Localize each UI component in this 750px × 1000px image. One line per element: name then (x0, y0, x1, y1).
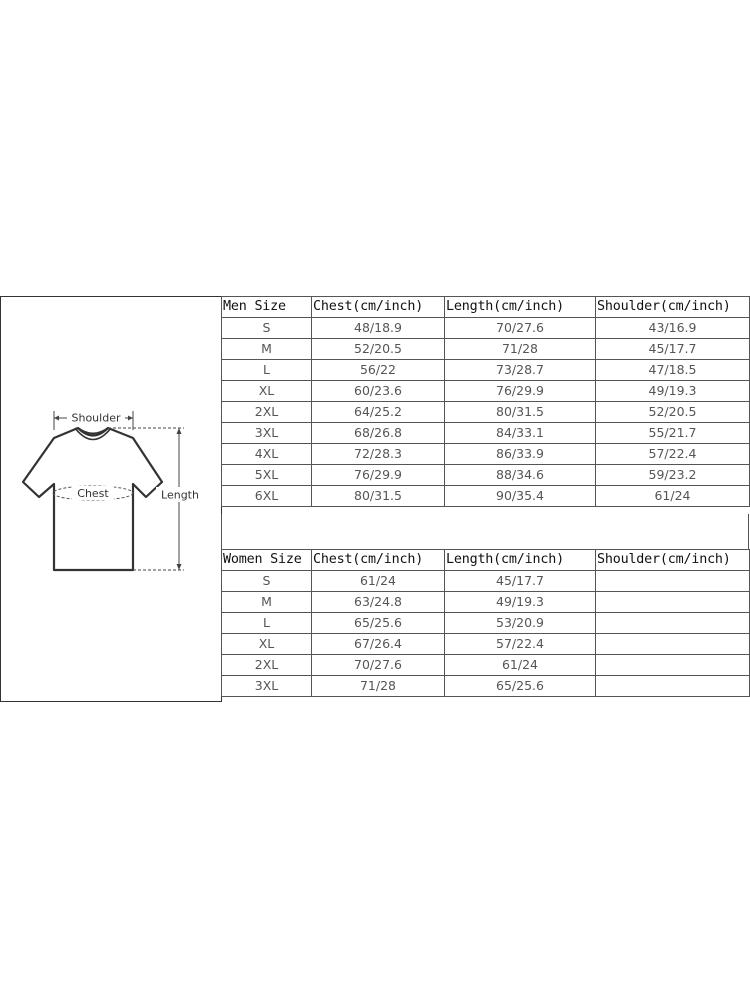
size-cell: 2XL (222, 402, 312, 423)
measurement-cell: 61/24 (445, 655, 596, 676)
measurement-cell: 55/21.7 (596, 423, 750, 444)
measurement-cell: 52/20.5 (596, 402, 750, 423)
table-row (222, 339, 750, 360)
measurement-cell: 65/25.6 (312, 613, 445, 634)
measurement-cell: 60/23.6 (312, 381, 445, 402)
size-cell: M (222, 339, 312, 360)
size-cell: 3XL (222, 676, 312, 697)
measurement-cell: 71/28 (312, 676, 445, 697)
column-header: Men Size (222, 297, 312, 318)
measurement-cell (596, 592, 750, 613)
table-row (222, 402, 750, 423)
table-row (222, 381, 750, 402)
table-row (222, 613, 750, 634)
measurement-cell: 45/17.7 (445, 571, 596, 592)
header-row (222, 297, 750, 318)
measurement-cell: 73/28.7 (445, 360, 596, 381)
table-row (222, 444, 750, 465)
measurement-cell: 90/35.4 (445, 486, 596, 507)
column-header: Shoulder(cm/inch) (596, 550, 750, 571)
table-row (222, 318, 750, 339)
size-cell: S (222, 571, 312, 592)
measurement-cell: 61/24 (312, 571, 445, 592)
measurement-cell: 67/26.4 (312, 634, 445, 655)
size-cell: 5XL (222, 465, 312, 486)
table-row (222, 486, 750, 507)
measurement-cell: 80/31.5 (312, 486, 445, 507)
measurement-cell: 49/19.3 (596, 381, 750, 402)
chest-label: Chest (77, 487, 109, 500)
tshirt-diagram (1, 297, 223, 703)
size-tables (221, 296, 750, 702)
measurement-cell: 53/20.9 (445, 613, 596, 634)
shoulder-label: Shoulder (71, 411, 121, 425)
column-header: Length(cm/inch) (445, 550, 596, 571)
size-cell: XL (222, 381, 312, 402)
measurement-cell: 64/25.2 (312, 402, 445, 423)
measurement-cell: 45/17.7 (596, 339, 750, 360)
measurement-cell: 71/28 (445, 339, 596, 360)
table-row (222, 423, 750, 444)
measurement-cell: 76/29.9 (312, 465, 445, 486)
measurement-cell: 48/18.9 (312, 318, 445, 339)
measurement-cell (596, 655, 750, 676)
measurement-cell: 68/26.8 (312, 423, 445, 444)
measurement-cell: 49/19.3 (445, 592, 596, 613)
measurement-cell: 84/33.1 (445, 423, 596, 444)
size-chart (0, 296, 750, 702)
size-cell: L (222, 360, 312, 381)
table-row (222, 676, 750, 697)
men-size-table (221, 296, 750, 507)
measurement-cell: 70/27.6 (445, 318, 596, 339)
size-cell: 4XL (222, 444, 312, 465)
column-header: Length(cm/inch) (445, 297, 596, 318)
measurement-cell: 43/16.9 (596, 318, 750, 339)
measurement-cell (596, 571, 750, 592)
measurement-cell: 47/18.5 (596, 360, 750, 381)
women-size-table (221, 549, 750, 697)
size-cell: M (222, 592, 312, 613)
table-row (222, 655, 750, 676)
measurement-cell (596, 634, 750, 655)
size-cell: S (222, 318, 312, 339)
measurement-cell: 72/28.3 (312, 444, 445, 465)
column-header: Shoulder(cm/inch) (596, 297, 750, 318)
measurement-cell: 80/31.5 (445, 402, 596, 423)
tshirt-diagram-cell (0, 296, 222, 702)
measurement-cell: 52/20.5 (312, 339, 445, 360)
measurement-cell: 59/23.2 (596, 465, 750, 486)
column-header: Women Size (222, 550, 312, 571)
measurement-cell: 57/22.4 (596, 444, 750, 465)
measurement-cell: 65/25.6 (445, 676, 596, 697)
table-row (222, 634, 750, 655)
measurement-cell: 61/24 (596, 486, 750, 507)
measurement-cell: 63/24.8 (312, 592, 445, 613)
length-label: Length (161, 488, 199, 502)
size-cell: 6XL (222, 486, 312, 507)
header-row (222, 550, 750, 571)
measurement-cell (596, 676, 750, 697)
table-row (222, 465, 750, 486)
size-cell: XL (222, 634, 312, 655)
column-header: Chest(cm/inch) (312, 297, 445, 318)
table-row (222, 592, 750, 613)
table-row (222, 571, 750, 592)
measurement-cell (596, 613, 750, 634)
size-cell: 2XL (222, 655, 312, 676)
column-header: Chest(cm/inch) (312, 550, 445, 571)
size-cell: L (222, 613, 312, 634)
table-row (222, 360, 750, 381)
measurement-cell: 76/29.9 (445, 381, 596, 402)
measurement-cell: 56/22 (312, 360, 445, 381)
measurement-cell: 70/27.6 (312, 655, 445, 676)
size-cell: 3XL (222, 423, 312, 444)
measurement-cell: 57/22.4 (445, 634, 596, 655)
measurement-cell: 86/33.9 (445, 444, 596, 465)
table-spacer (221, 514, 749, 549)
measurement-cell: 88/34.6 (445, 465, 596, 486)
